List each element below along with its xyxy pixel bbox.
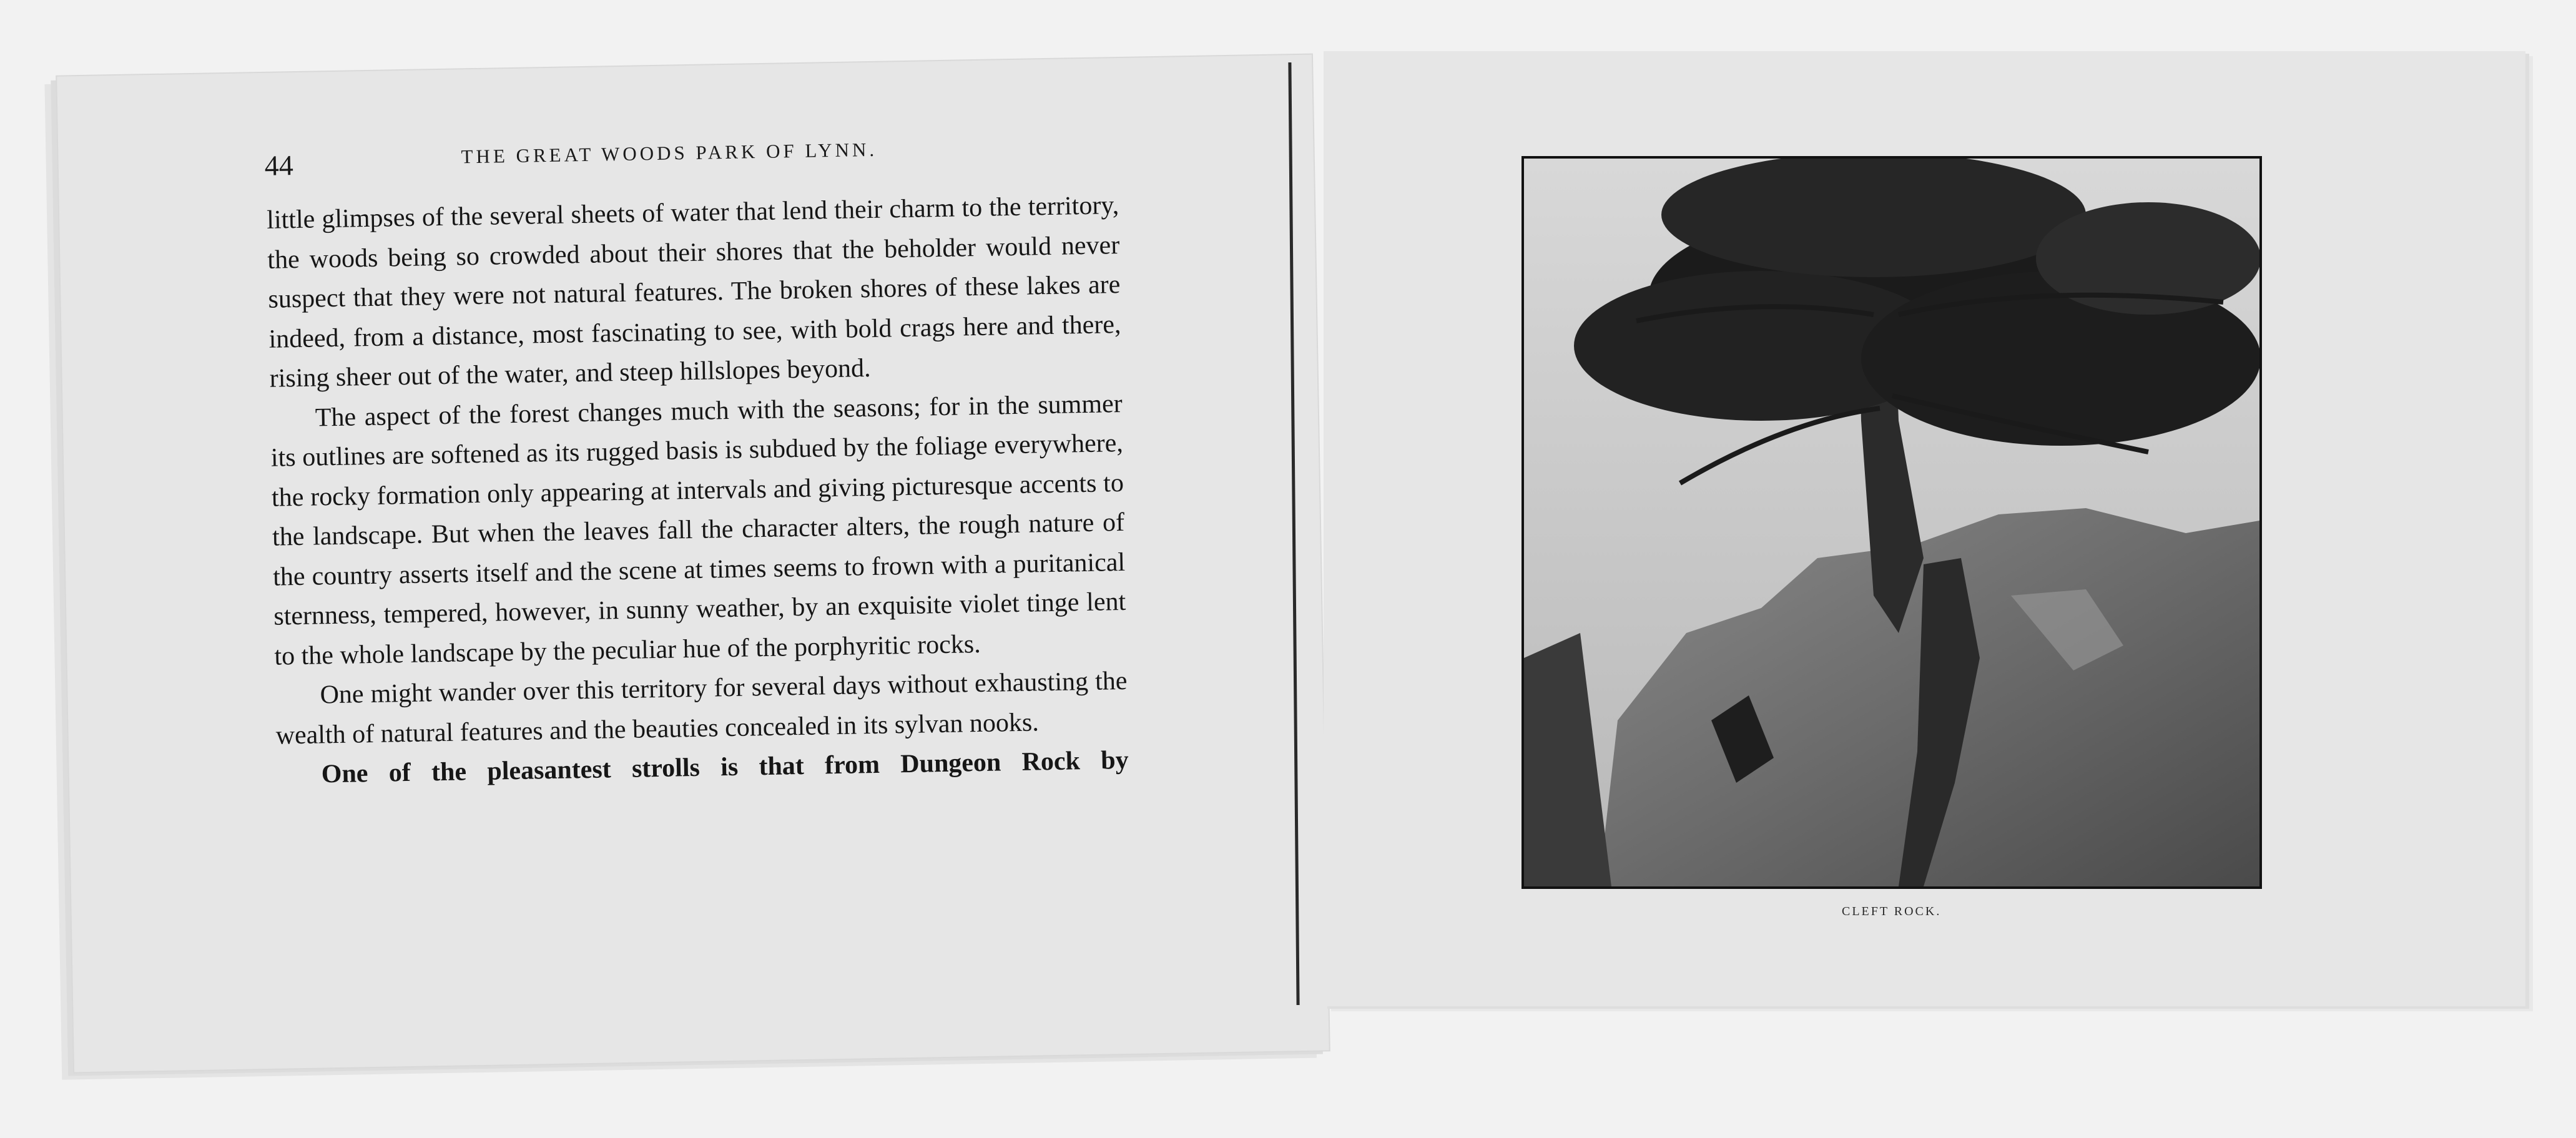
photograph-cleft-rock [1522,156,2262,889]
running-head: THE GREAT WOODS PARK OF LYNN. [461,138,878,168]
body-text [267,186,1129,795]
paragraph-2: The aspect of the forest changes much with the seasons; for in the summer its outlines are softened as its rugged basis is subdued by the foliage everywhere, the rocky formation only appearing at intervals and giving picturesque accents to the landscape. But when the leaves fall the character alters, the rough nature of the country asserts itself and the scene at times seems to frown with a puritanical sternness, tempered, however, in sunny weather, by an exquisite violet tinge lent to the whole landscape by the peculiar hue of the porphyritic rocks. [270,389,1126,671]
photo-illustration [1524,159,2259,886]
left-page [57,55,1329,1072]
paragraph-4: One of the pleasantest strolls is that from Dungeon Rock by [321,745,1129,789]
page-number: 44 [264,149,294,182]
paragraph-3: One might wander over this territory for several days without exhausting the wealth of natural features and the beauties concealed in its sylvan nooks. [275,666,1128,750]
paragraph-1: little glimpses of the several sheets of water that lend their charm to the territory, the woods being so crowded about their shores that the beholder would never suspect that they were not natural features. The broken shores of these lakes are indeed, from a distance, most fascinating to see, with bold crags here and there, rising sheer out of the water, and steep hillslopes beyond. [266,191,1121,393]
photo-caption: CLEFT ROCK. [1842,905,1942,918]
